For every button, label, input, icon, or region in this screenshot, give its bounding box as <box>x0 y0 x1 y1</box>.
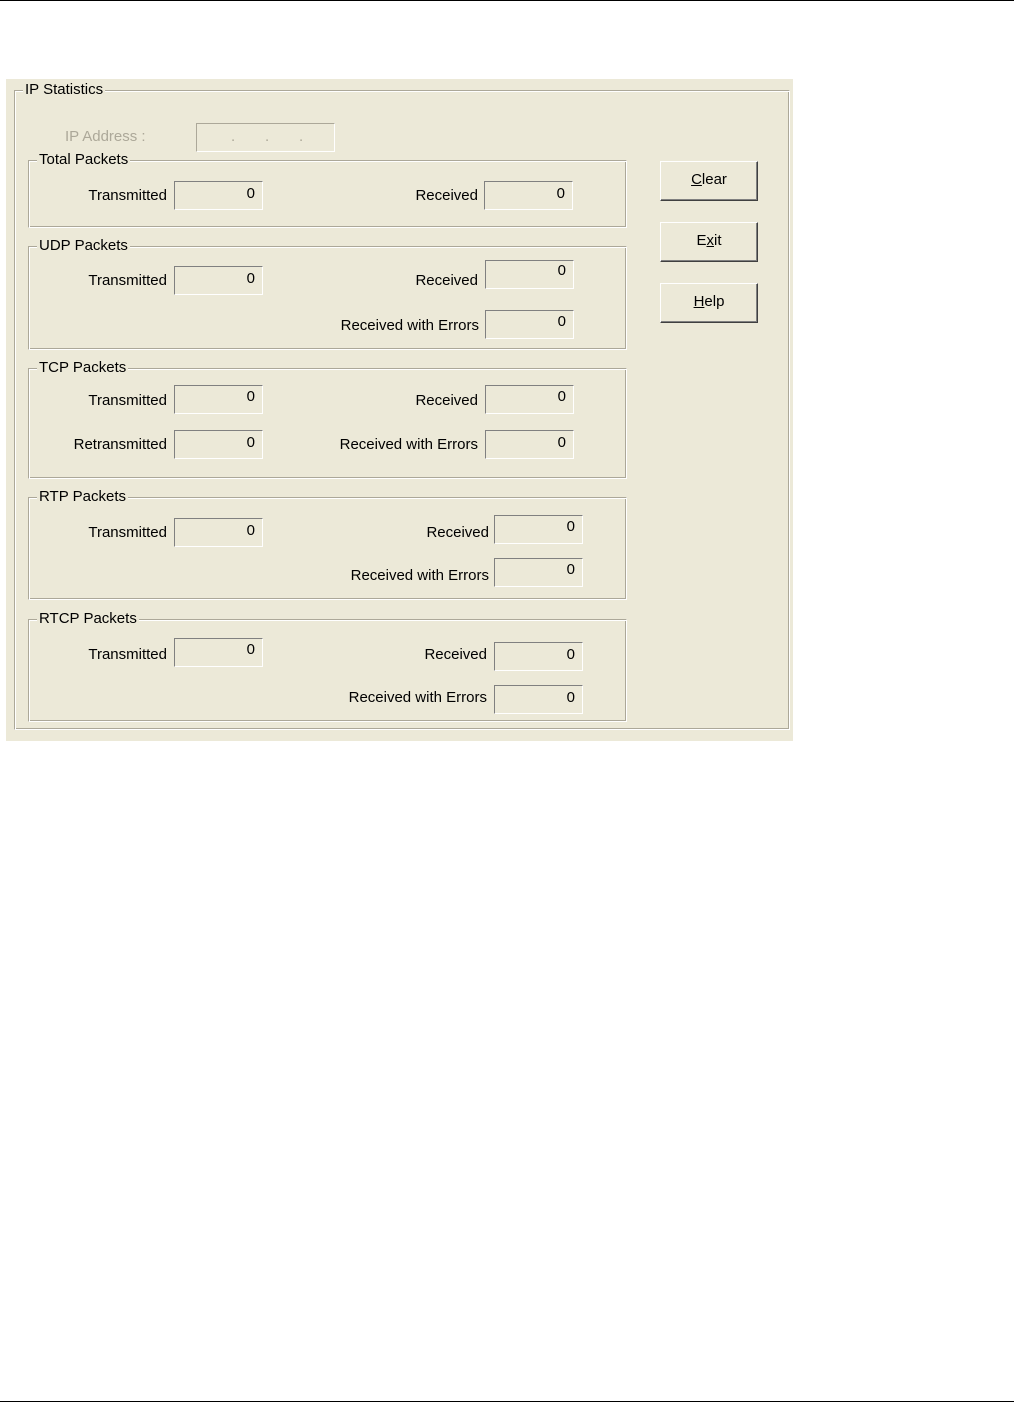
rtcp-packets-group <box>28 610 627 722</box>
help-button[interactable] <box>660 283 758 323</box>
rtcp-received-label: Received <box>424 646 487 663</box>
exit-button-mnemonic: x <box>706 232 714 249</box>
tcp-packets-group <box>28 359 627 479</box>
rtcp-transmitted-field: 0 <box>174 638 263 667</box>
udp-transmitted-label: Transmitted <box>88 272 167 289</box>
exit-button-label: it <box>714 232 722 249</box>
tcp-retransmitted-field: 0 <box>174 430 263 459</box>
rtp-received-field: 0 <box>494 515 583 544</box>
rtp-received-label: Received <box>426 524 489 541</box>
ip-address-dot: . <box>299 128 304 145</box>
udp-packets-group <box>28 237 627 350</box>
rtcp-transmitted-label: Transmitted <box>88 646 167 663</box>
rtcp-errors-field: 0 <box>494 685 583 714</box>
page-bottom-rule <box>0 1401 1014 1402</box>
udp-received-label: Received <box>415 272 478 289</box>
help-button-label: elp <box>704 293 725 310</box>
tcp-packets-title: TCP Packets <box>39 359 127 376</box>
ip-statistics-dialog <box>6 79 793 741</box>
exit-button[interactable] <box>660 222 758 262</box>
ip-statistics-title: IP Statistics <box>25 81 104 98</box>
udp-packets-title: UDP Packets <box>39 237 128 254</box>
help-button-mnemonic: H <box>693 293 705 310</box>
rtp-errors-label: Received with Errors <box>350 567 489 584</box>
ip-address-dot: . <box>265 128 270 145</box>
tcp-transmitted-field: 0 <box>174 385 263 414</box>
tcp-received-label: Received <box>415 392 478 409</box>
ip-address-field <box>196 123 335 152</box>
ip-address-dot: . <box>231 128 236 145</box>
tcp-received-field: 0 <box>485 385 574 414</box>
rtcp-packets-title: RTCP Packets <box>39 610 137 627</box>
total-received-field: 0 <box>484 181 573 210</box>
tcp-retransmitted-label: Retransmitted <box>73 436 167 453</box>
total-transmitted-field: 0 <box>174 181 263 210</box>
clear-button-mnemonic: C <box>691 171 702 188</box>
rtp-transmitted-field: 0 <box>174 518 263 547</box>
tcp-errors-field: 0 <box>485 430 574 459</box>
rtcp-received-field: 0 <box>494 642 583 671</box>
clear-button-label: lear <box>701 171 727 188</box>
udp-received-field: 0 <box>485 260 574 289</box>
ip-address-label: IP Address : <box>65 128 146 145</box>
total-packets-title: Total Packets <box>39 151 129 168</box>
tcp-errors-label: Received with Errors <box>339 436 478 453</box>
total-packets-group <box>28 151 627 228</box>
rtp-packets-title: RTP Packets <box>39 488 126 505</box>
exit-button-label-start: E <box>696 232 707 249</box>
page-top-rule <box>0 0 1014 1</box>
total-received-label: Received <box>415 187 478 204</box>
udp-errors-field: 0 <box>485 310 574 339</box>
udp-transmitted-field: 0 <box>174 266 263 295</box>
rtp-transmitted-label: Transmitted <box>88 524 167 541</box>
total-transmitted-label: Transmitted <box>88 187 167 204</box>
udp-errors-label: Received with Errors <box>340 317 479 334</box>
rtcp-errors-label: Received with Errors <box>348 689 487 706</box>
rtp-errors-field: 0 <box>494 558 583 587</box>
clear-button[interactable] <box>660 161 758 201</box>
rtp-packets-group <box>28 488 627 600</box>
tcp-transmitted-label: Transmitted <box>88 392 167 409</box>
